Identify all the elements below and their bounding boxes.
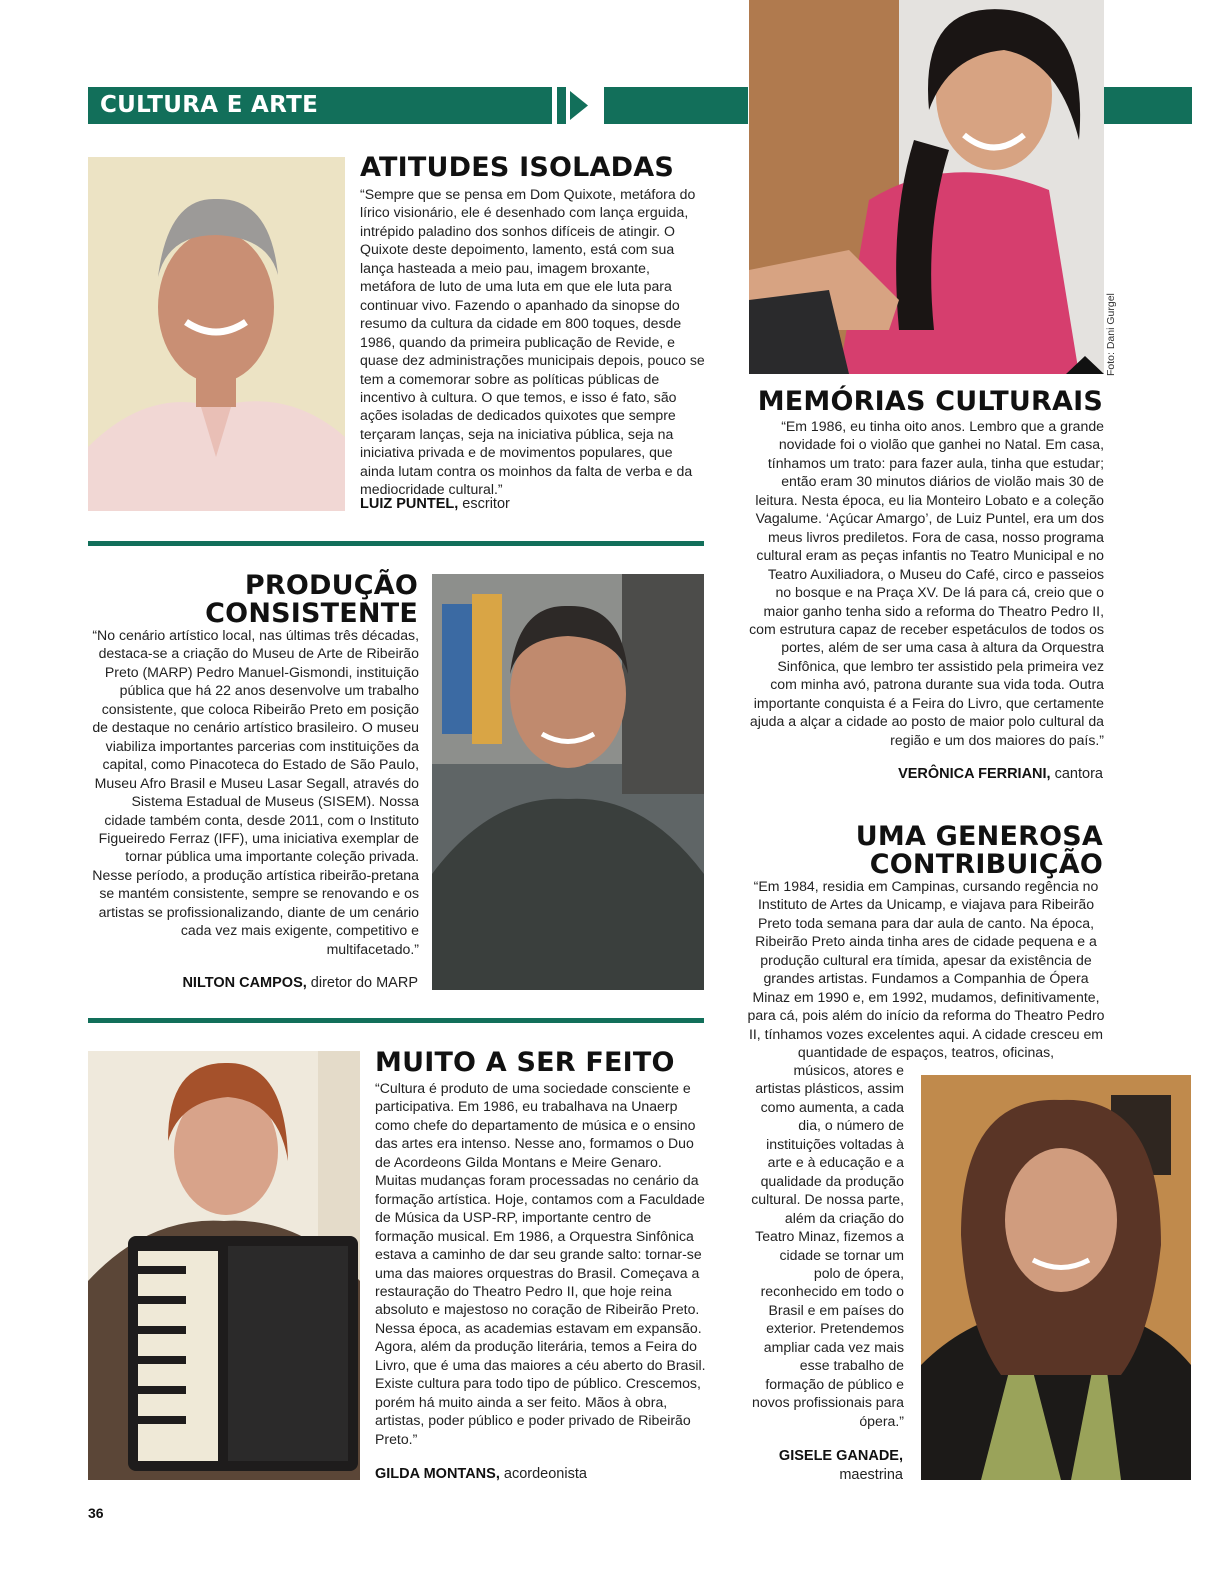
author-role: cantora <box>1050 766 1103 782</box>
article-signature <box>360 496 510 512</box>
author-name: NILTON CAMPOS, <box>182 975 307 991</box>
page-number: 36 <box>88 1505 104 1521</box>
arrow-icon <box>558 87 592 124</box>
author-name: VERÔNICA FERRIANI, <box>898 766 1051 782</box>
section-bar-right <box>1104 87 1192 124</box>
article-signature <box>749 766 1103 782</box>
divider-rule <box>88 541 704 546</box>
article-title-line: CONSISTENTE <box>205 598 418 629</box>
article-body: “No cenário artístico local, nas últimas três décadas, destaca-se a criação do Museu de Arte de Ribeirão Preto (MARP) Pedro Manuel-Gismondi, instituição pública que há 22 anos desenvolve um trabalho consistente, que coloca Ribeirão Preto em posição de destaque no cenário artístico brasileiro. O museu viabiliza importantes parcerias com instituições da capital, como Pinacoteca do Estado de São Paulo, Museu Afro Brasil e Museu Lasar Segall, através do Sistema Estadual de Museus (SISEM). Nossa cidade também conta, desde 2011, com o Instituto Figueiredo Ferraz (IFF), uma iniciativa exemplar de tornar pública uma importante coleção privada. Nesse período, a produção artística ribeirão-pretana se mantém consistente, sempre se renovando e os artistas se profissionalizando, diante de um cenário cada vez mais exigente, competitivo e multifacetado.” <box>92 627 419 957</box>
article-body-continued: músicos, atores e artistas plásticos, assim como aumenta, a cada dia, o número de instituições voltadas à arte e à educação e a qualidade da produção cultural. De nossa parte, além da criação do Teatro Minaz, fizemos a cidade se tornar um polo de ópera, reconhecido em todo o Brasil e em países do exterior. Pretendemos ampliar cada vez mais esse trabalho de formação de público e novos profissionais para ópera.” <box>751 1062 904 1429</box>
article-title-line: PRODUÇÃO <box>244 570 418 601</box>
photo-gilda-montans <box>88 1051 360 1480</box>
section-label: CULTURA E ARTE <box>100 92 319 118</box>
article-title-line: UMA GENEROSA <box>855 821 1103 852</box>
article-title <box>820 823 1103 879</box>
author-name: GILDA MONTANS, <box>375 1466 500 1482</box>
article-body: “Em 1986, eu tinha oito anos. Lembro que a grande novidade foi o violão que ganhei no Natal. Em casa, tínhamos um trato: para fazer aula, tinha que estudar; então eram 30 minutos diários de violão mais 30 de leitura. Nesta época, eu lia Monteiro Lobato e a coleção Vagalume. ‘Açúcar Amargo’, de Luiz Puntel, era um dos meus livros prediletos. Fora de casa, nosso programa cultural eram as peças infantis no Teatro Municipal e no Teatro Auxiliadora, o Museu do Café, circo e passeios no bosque e na Praça XV. De lá para cá, creio que o maior ganho tenha sido a reforma do Theatro Pedro II, com estrutura capaz de receber espetáculos de todos os portes, além de ser uma casa à altura da Orquestra Sinfônica, que lembro ter assistido pela primeira vez com minha avó, patrona durante sua vida toda. Outra importante conquista é a Feira do Livro, que certamente ajuda a alçar a cidade ao posto de maior polo cultural da região e um dos maiores do país.” <box>749 418 1104 748</box>
photo-nilton-campos <box>432 574 704 990</box>
article-title: ATITUDES ISOLADAS <box>360 152 675 183</box>
photo-veronica-ferriani <box>749 0 1104 374</box>
author-name: GISELE GANADE, <box>778 1448 903 1464</box>
author-role: acordeonista <box>499 1466 587 1482</box>
article-signature <box>740 1447 903 1485</box>
author-role: maestrina <box>839 1467 903 1483</box>
article-title: MUITO A SER FEITO <box>375 1047 675 1078</box>
author-name: LUIZ PUNTEL, <box>360 496 459 512</box>
article-signature <box>100 975 418 991</box>
photo-credit: Foto: Dani Gurgel <box>1105 293 1117 376</box>
author-role: escritor <box>458 496 510 512</box>
article-signature <box>375 1466 587 1482</box>
article-title-line: CONTRIBUIÇÃO <box>869 849 1103 880</box>
bar-divider <box>552 87 557 124</box>
article-body: “Cultura é produto de uma sociedade consciente e participativa. Em 1986, eu trabalhava na Unaerp como chefe do departamento de música e o ensino das artes era intenso. Nesse ano, formamos o Duo de Acordeons Gilda Montans e Meire Genaro. Muitas mudanças foram processadas no cenário da formação artística. Hoje, contamos com a Faculdade de Música da USP-RP, importante centro de formação musical. Em 1986, a Orquestra Sinfônica estava a caminho de dar seu grande salto: tornar-se uma das maiores orquestras do Brasil. Começava a restauração do Theatro Pedro II, que hoje reina absoluto e majestoso no coração de Ribeirão Preto. Nessa época, as academias estavam em expansão. Agora, além da produção literária, temos a Feira do Livro, que é uma das maiores a céu aberto do Brasil. Existe cultura para todo tipo de público. Crescemos, porém há muito ainda a ser feito. Mãos à obra, artistas, poder público e poder privado de Ribeirão Preto.” <box>375 1080 706 1447</box>
photo-luiz-puntel <box>88 157 345 511</box>
article-body: “Em 1984, residia em Campinas, cursando regência no Instituto de Artes da Unicamp, e viajava para Ribeirão Preto toda semana para dar aula de canto. Na época, Ribeirão Preto ainda tinha ares de cidade pequena e a produção cultural era tímida, apesar da existência de grandes artistas. Fundamos a Companhia de Ópera Minaz em 1990 e, em 1992, mudamos, definitivamente, para cá, pois além do início da reforma do Theatro Pedro II, tínhamos vozes excelentes aqui. A cidade cresceu em quantidade de espaços, teatros, oficinas, <box>747 878 1105 1061</box>
article-title <box>160 572 418 628</box>
photo-gisele-ganade <box>921 1075 1191 1480</box>
article-title: MEMÓRIAS CULTURAIS <box>757 386 1103 417</box>
author-role: diretor do MARP <box>306 975 418 991</box>
divider-rule <box>88 1018 704 1023</box>
article-body: “Sempre que se pensa em Dom Quixote, metáfora do lírico visionário, ele é desenhado com lança erguida, intrépido paladino dos sonhos difíceis de atingir. O Quixote deste depoimento, lamento, está com sua lança hasteada a meio pau, imagem broxante, metáfora de luto de uma luta em que ele luta para continuar vivo. Fazendo o apanhado da sinopse do resumo da cultura da cidade em 800 toques, desde 1986, quando da primeira publicação de Revide, e quase dez administrações municipais depois, pouco se tem a comemorar sobre as políticas públicas de incentivo à cultura. O que temos, e isso é fato, são ações isoladas de dedicados quixotes que sempre terçaram lanças, seja na iniciativa pública, seja na iniciativa privada e de movimentos populares, que ainda lutam contra os moinhos da falta de verba e da mediocridade cultural.” <box>360 186 705 498</box>
corner-triangle-icon <box>1066 356 1104 374</box>
